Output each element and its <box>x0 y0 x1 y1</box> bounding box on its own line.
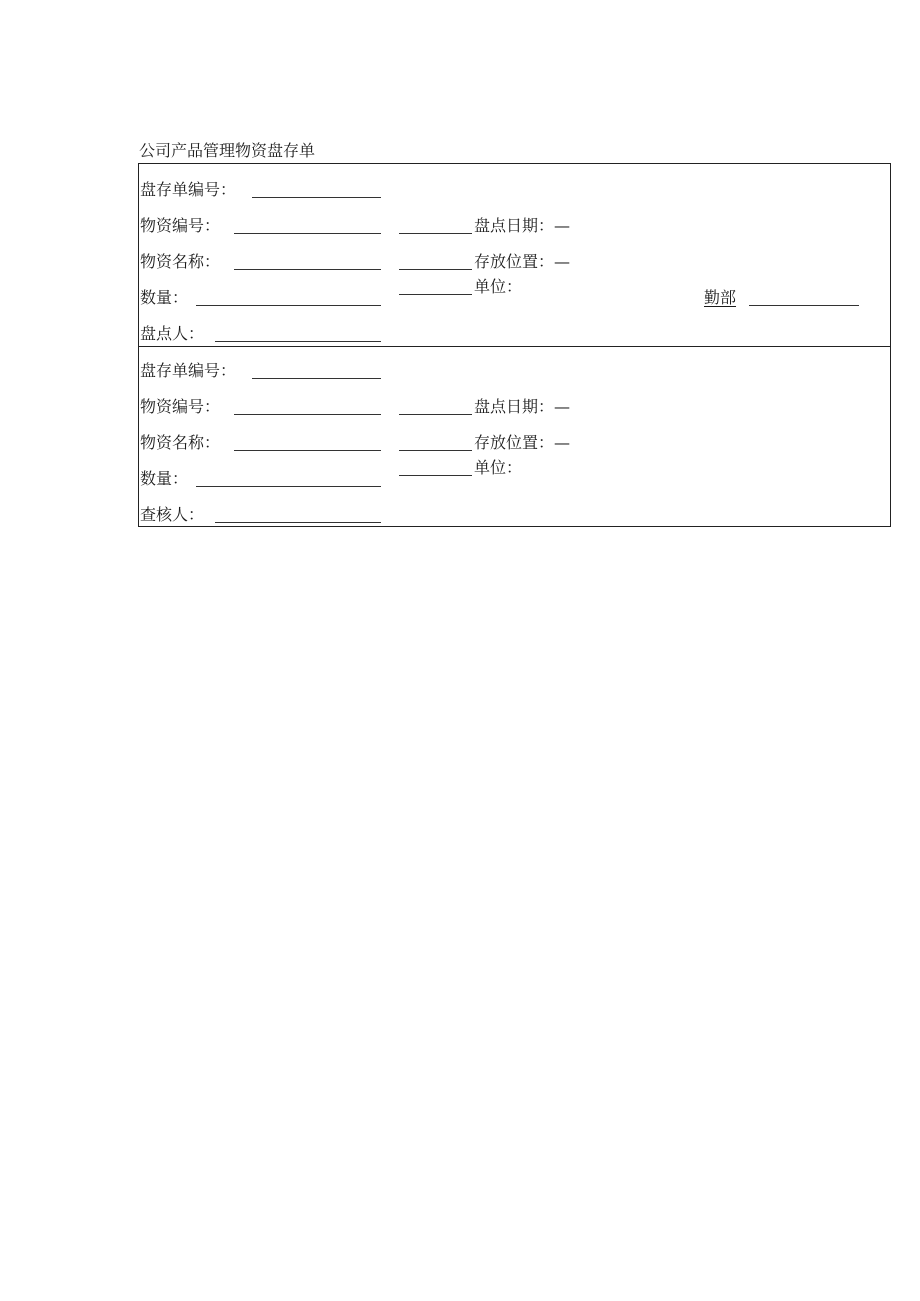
location-field[interactable] <box>399 269 472 270</box>
sheet-no-field[interactable] <box>252 378 381 379</box>
check-section <box>139 346 890 527</box>
dept-label: 勤部 <box>704 288 737 307</box>
item-name-label: 物资名称： <box>140 252 221 271</box>
item-no-field[interactable] <box>234 414 381 415</box>
date-field[interactable] <box>399 233 472 234</box>
unit-label: 单位： <box>474 458 523 477</box>
item-no-label: 物资编号： <box>140 397 221 416</box>
unit-label: 单位： <box>474 277 523 296</box>
checker-label: 查核人： <box>140 505 205 524</box>
quantity-field[interactable] <box>196 305 381 306</box>
item-name-field[interactable] <box>234 269 381 270</box>
date-field[interactable] <box>399 414 472 415</box>
sheet-no-label: 盘存单编号： <box>140 180 237 199</box>
counter-field[interactable] <box>215 341 381 342</box>
date-label: 盘点日期：— <box>474 216 571 235</box>
item-name-field[interactable] <box>234 450 381 451</box>
dept-field[interactable] <box>749 305 859 306</box>
item-no-field[interactable] <box>234 233 381 234</box>
checker-field[interactable] <box>215 522 381 523</box>
location-label: 存放位置：— <box>474 433 571 452</box>
unit-field[interactable] <box>399 294 472 295</box>
document-title: 公司产品管理物资盘存单 <box>139 141 316 160</box>
quantity-field[interactable] <box>196 486 381 487</box>
date-label: 盘点日期：— <box>474 397 571 416</box>
location-label: 存放位置：— <box>474 252 571 271</box>
counter-label: 盘点人： <box>140 324 205 343</box>
quantity-label: 数量： <box>140 469 189 488</box>
unit-field[interactable] <box>399 475 472 476</box>
item-name-label: 物资名称： <box>140 433 221 452</box>
location-field[interactable] <box>399 450 472 451</box>
quantity-label: 数量： <box>140 288 189 307</box>
inventory-form <box>138 163 891 527</box>
sheet-no-field[interactable] <box>252 197 381 198</box>
sheet-no-label: 盘存单编号： <box>140 361 237 380</box>
item-no-label: 物资编号： <box>140 216 221 235</box>
count-section <box>139 164 890 347</box>
